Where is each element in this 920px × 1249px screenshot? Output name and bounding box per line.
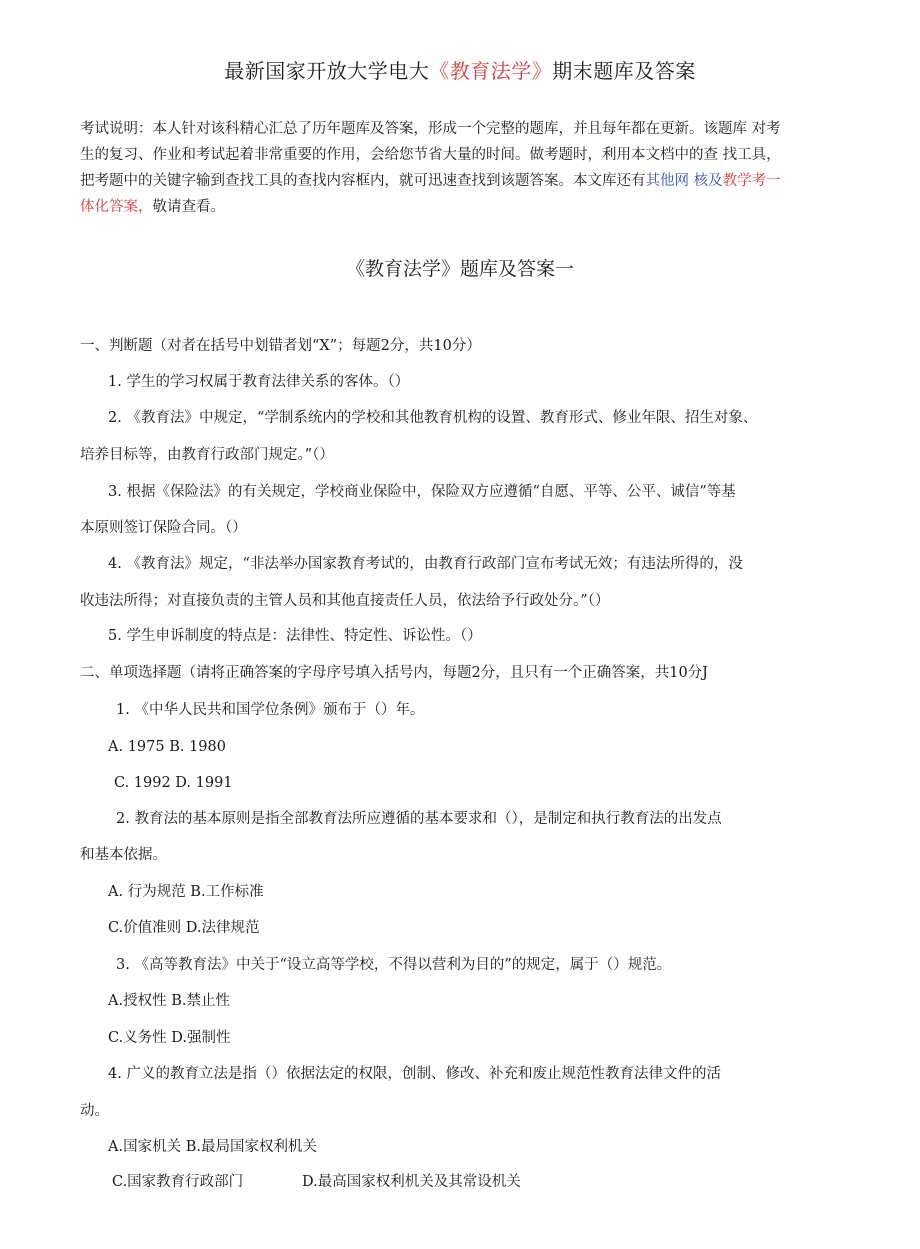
tf-question-1: 1. 学生的学习权属于教育法律关系的客体。（）: [108, 374, 410, 390]
mc-question-2-line-2: 和基本依据。: [80, 847, 167, 863]
tf-question-2-line-1: 2. 《教育法》中规定，“学制系统内的学校和其他教育机构的设置、教育形式、修业年限、招生对象、: [108, 410, 758, 426]
exam-note-line-3: [80, 168, 844, 194]
mc-question-3-options-ab: A.授权性 B.禁止性: [108, 993, 230, 1009]
mc-question-2-options-cd: C.价值准则 D.法律规范: [108, 920, 260, 936]
other-resources-link[interactable]: 其他网 核及: [645, 173, 723, 189]
mc-question-4-line-1: 4. 广义的教育立法是指（）依据法定的权限，创制、修改、补充和废止规范性教育法律文件的活: [108, 1066, 721, 1082]
mc-question-4-options-ab: A.国家机关 B.最局国家权利机关: [108, 1139, 317, 1155]
title-suffix: 期末题库及答案: [552, 59, 696, 83]
single-choice-heading: 二、单项选择题（请将正确答案的字母序号填入括号内，每题2分，且只有一个正确答案，共10分J: [80, 665, 708, 681]
title-prefix: 最新国家开放大学电大: [224, 59, 430, 83]
section-title: 《教育法学》题库及答案一: [345, 258, 574, 280]
mc-question-2-line-1: 2. 教育法的基本原则是指全部教育法所应遵循的基本要求和（），是制定和执行教育法的出发点: [116, 811, 722, 827]
title-course-name: 《教育法学》: [429, 59, 553, 83]
true-false-heading: 一、判断题（对者在括号中划错者划“X”；每题2分，共10分）: [80, 338, 481, 354]
mc-question-3: 3. 《高等教育法》中关于“设立高等学校，不得以营利为目的”的规定，属于（）规范。: [116, 957, 672, 973]
document-title: [0, 57, 920, 85]
mc-question-4-option-d: D.最高国家权利机关及其常设机关: [302, 1174, 521, 1190]
mc-question-4-line-2: 动。: [80, 1103, 109, 1119]
mc-question-4-option-c: C.国家教育行政部门: [112, 1174, 244, 1190]
tf-question-3-line-1: 3. 根据《保险法》的有关规定，学校商业保险中，保险双方应遵循“自愿、平等、公平、诚信”等基: [108, 484, 736, 500]
exam-note-ending: 敬请查看。: [152, 199, 225, 215]
integrated-answers-link-cont[interactable]: 体化答案，: [80, 199, 153, 215]
mc-question-2-options-ab: A. 行为规范 B.工作标准: [108, 884, 264, 900]
mc-question-1: 1. 《中华人民共和国学位条例》颁布于（）年。: [116, 702, 425, 718]
exam-note-line-4: [80, 194, 844, 220]
exam-note-line-2: 生的复习、作业和考试起着非常重要的作用，会给您节省大量的时间。做考题时，利用本文档中的查 找工具，: [80, 147, 781, 163]
tf-question-4-line-2: 收违法所得；对直接负责的主管人员和其他直接责任人员，依法给予行政处分。”（）: [80, 593, 610, 609]
mc-question-1-options-ab: A. 1975 B. 1980: [108, 739, 226, 755]
tf-question-5: 5. 学生申诉制度的特点是：法律性、特定性、诉讼性。（）: [108, 628, 482, 644]
tf-question-3-line-2: 本原则签订保险合同。（）: [80, 520, 247, 536]
mc-question-1-options-cd: C. 1992 D. 1991: [114, 775, 233, 791]
integrated-answers-link[interactable]: 教学考一: [722, 173, 781, 189]
mc-question-3-options-cd: C.义务性 D.强制性: [108, 1030, 231, 1046]
exam-note-text: 把考题中的关键字输到查找工具的查找内容框内，就可迅速查找到该题答案。本文库还有: [80, 173, 646, 189]
exam-note-line-1: 考试说明：本人针对该科精心汇总了历年题库及答案，形成一个完整的题库，并且每年都在更新。该题库 对考: [80, 121, 781, 137]
tf-question-2-line-2: 培养目标等，由教育行政部门规定。”（）: [80, 447, 334, 463]
tf-question-4-line-1: 4. 《教育法》规定，“非法举办国家教育考试的，由教育行政部门宣布考试无效；有违法所得的，没: [108, 556, 743, 572]
